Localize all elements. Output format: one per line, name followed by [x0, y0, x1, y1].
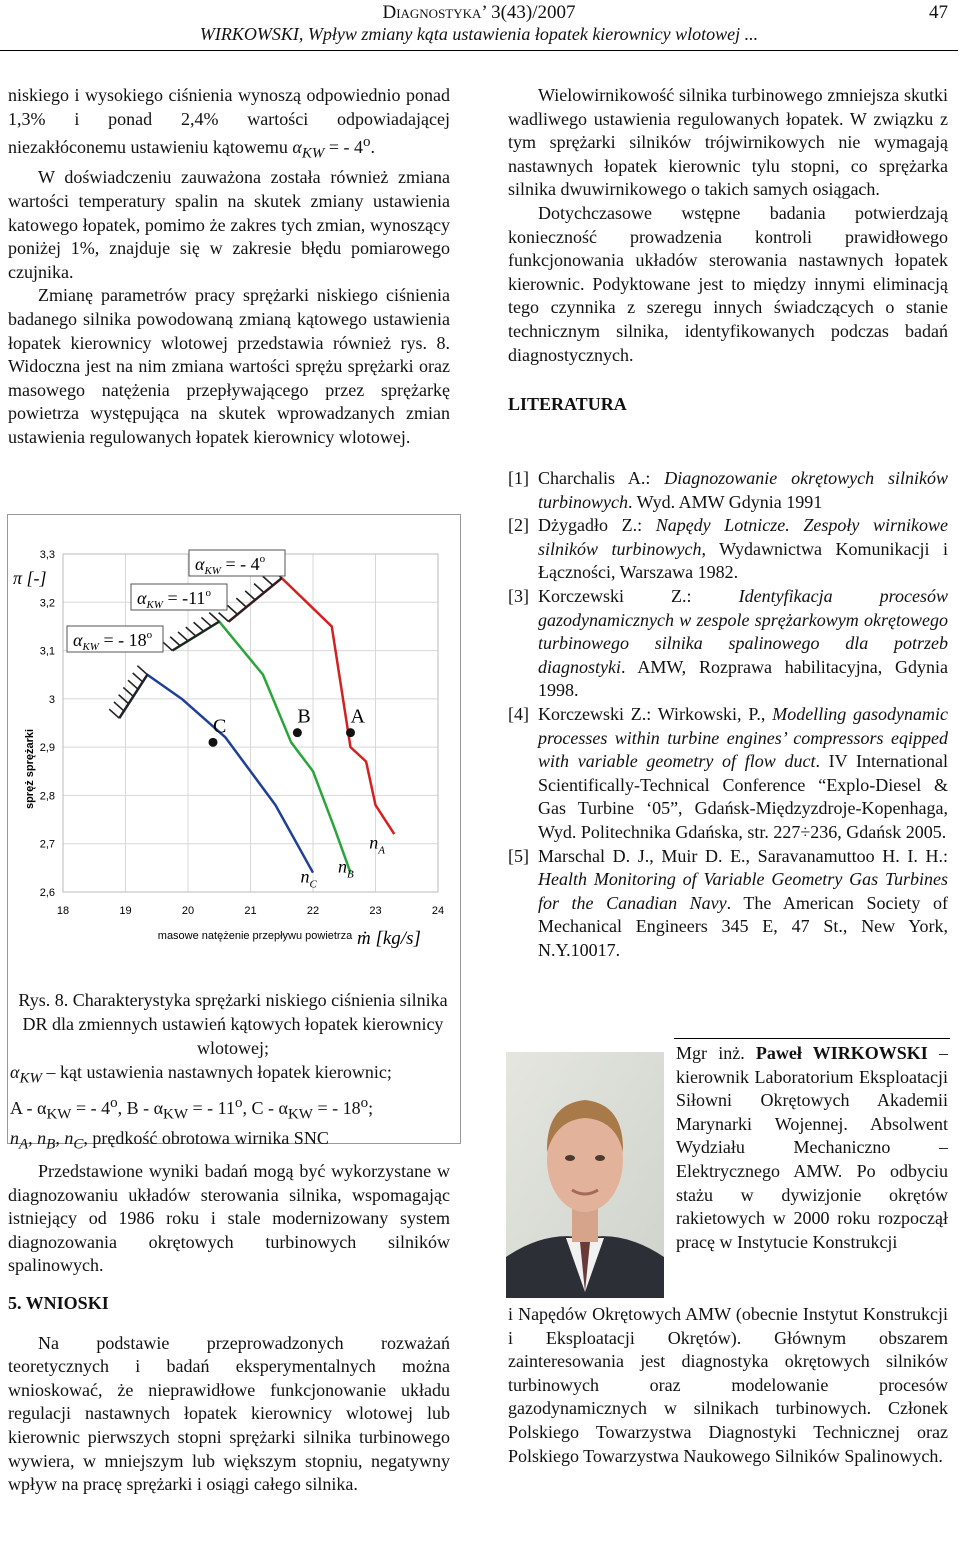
bio-paragraph [676, 1042, 948, 1254]
reference-item [508, 845, 948, 963]
reference-title: Identyfikacja procesów gazodynamicznych w zespole sprężarkowym okrętowego turbinowego silnika spalinowego dla potrzeb diagnostyki [538, 585, 949, 677]
journal-name: Diagnostyka [382, 2, 482, 23]
speed-label: $n_A$ [369, 832, 385, 857]
stall-hatch [137, 666, 147, 675]
stall-hatch [186, 627, 196, 636]
reference-item [508, 514, 948, 585]
journal-header [0, 2, 958, 24]
reference-authors: Marschal D. J., Muir D. E., Saravanamuttoo H. I. H.: [538, 845, 948, 866]
stall-hatch [219, 613, 229, 622]
series-line [119, 675, 313, 873]
y-tick-label: 3,1 [39, 645, 55, 658]
speed-label: $n_B$ [338, 856, 354, 881]
operating-point [346, 728, 355, 737]
subscript: C [73, 1136, 84, 1153]
stall-hatch [162, 642, 172, 651]
paragraph: Przedstawione wyniki badań mogą być wykorzystane w diagnozowaniu układów sterowania silnika, wspomagając istniejący od 1986 roku i stale modernizowany system diagnozowania okrętowych turbinowych silników spalinowych. [8, 1161, 450, 1276]
stall-hatch [209, 613, 219, 622]
operating-point [209, 738, 218, 747]
symbol: n [10, 1128, 19, 1149]
caption-text: = - 11 [188, 1097, 236, 1118]
speed-label: $n_C$ [300, 866, 317, 891]
subscript: A [19, 1136, 29, 1153]
angle-label: $\alpha_{KW}$ = - 4$^o$ [195, 553, 266, 577]
stall-hatch [109, 709, 119, 718]
reference-item [508, 467, 948, 514]
stall-hatch [170, 637, 180, 646]
y-tick-label: 3,2 [39, 597, 55, 610]
x-tick-label: 21 [244, 905, 257, 917]
reference-authors: Dżygadło Z.: [538, 515, 656, 536]
caption-text: , B - α [117, 1097, 164, 1118]
caption-text: = - 18 [312, 1097, 361, 1118]
subscript: KW [287, 1106, 313, 1123]
reference-number: [3] [508, 585, 529, 606]
reference-text [538, 703, 948, 845]
references-list [508, 467, 948, 962]
caption-text: , prędkość obrotowa wirnika SNC [83, 1128, 329, 1149]
y-tick-label: 2,8 [39, 790, 55, 803]
header-rule [0, 50, 958, 51]
reference-details: , Wydawnictwa Komunikacji i Łączności, Warszawa 1982. [538, 538, 948, 583]
caption-text: ; [368, 1097, 374, 1118]
reference-number: [1] [508, 468, 529, 488]
page-number: 47 [929, 2, 948, 23]
reference-details: . Wyd. AMW Gdynia 1991 [628, 491, 823, 512]
degree: o [360, 1094, 369, 1111]
paragraph-text: niskiego i wysokiego ciśnienia wynoszą odpowiednio ponad 1,3% i ponad 2,4% wartości odpowiadającej niezakłóconemu ustawieniu kątowemu [8, 85, 450, 158]
subscript: KW [163, 1106, 189, 1123]
subscript: KW [301, 145, 325, 162]
stall-hatch [227, 605, 237, 614]
author-bio-side [676, 1042, 948, 1254]
operating-point-label: C [213, 715, 227, 738]
y-tick-label: 2,7 [39, 838, 55, 851]
author-bio-bottom [508, 1303, 948, 1468]
symbol: , n [55, 1128, 74, 1149]
paragraph: W doświadczeniu zauważona została również zmiana wartości temperatury spalin na skutek zmiany ustawienia katowego łopatek, pomimo że zakres tych zmian, wynoszący poniżej 1%, znajduje się w zakresie błędu pomiarowego czujnika. [8, 167, 450, 282]
stall-line [119, 675, 147, 718]
x-tick-label: 24 [431, 905, 445, 917]
stall-hatch [194, 622, 204, 631]
symbol: , n [28, 1128, 47, 1149]
alpha-symbol: α [10, 1062, 20, 1082]
stall-hatch [201, 617, 211, 626]
paragraph-text: . [370, 137, 376, 158]
subscript: B [46, 1136, 56, 1153]
reference-title: Napędy Lotnicze. Zespoły wirnikowe silników turbinowych [538, 515, 948, 559]
compressor-characteristic-chart [7, 514, 459, 984]
caption-line [10, 1091, 456, 1127]
reference-details: . The American Society of Mechanical Engineers 345 E, 47 St., New York, N.Y.10017. [538, 892, 948, 960]
subscript: KW [46, 1106, 72, 1123]
reference-title: Health Monitoring of Variable Geometry Gas Turbines for the Canadian Navy [538, 869, 948, 913]
paragraph: Na podstawie przeprowadzonych rozważań teoretycznych i badań eksperymentalnych można wnioskować, że nieprawidłowe funkcjonowanie układu regulacji nastawnych łopatek kierownicy wlotowej lub kierownic pierwszych stopni sprężarki silnika turbinowego wywiera, w mniejszym lub większym stopniu, negatywny wpływ na pracę sprężarki i osiągi całego silnika. [8, 1332, 450, 1495]
caption-text: – kąt ustawienia nastawnych łopatek kierownic; [41, 1062, 392, 1082]
reference-authors: Korczewski Z.: Wirkowski, P., [538, 703, 773, 724]
x-axis-label: masowe natężenie przepływu powietrza [157, 930, 353, 942]
reference-number: [4] [508, 703, 529, 724]
section-heading: LITERATURA [508, 394, 627, 415]
x-axis-unit: ṁ [kg/s] [357, 928, 421, 949]
reference-title: Diagnozowanie okrętowych silników turbinowych [538, 468, 948, 512]
reference-details: . IV International Scientifically-Technical Conference “Explo-Diesel & Gas Turbine ‘05”, Gdańsk-Międzyzdroje-Kopenhaga, Wyd. Politechnika Gdańska, str. 227÷236, Gdańsk 2005. [538, 751, 948, 842]
reference-number: [2] [508, 515, 529, 536]
reference-authors: Korczewski Z.: [538, 585, 739, 606]
reference-text [538, 585, 948, 703]
bio-paragraph: i Napędów Okrętowych AMW (obecnie Instytut Konstrukcji i Eksploatacji Okrętów). Głównym obszarem zainteresowania jest diagnostyka okrętowych silników turbinowych oraz modelowanie procesów gazodynamicznych w silnikach turbinowych. Członek Polskiego Towarzystwa Diagnostyki Technicznej oraz Polskiego Towarzystwa Naukowego Silników Spalinowych. [508, 1304, 948, 1466]
operating-point-label: A [350, 705, 365, 728]
y-tick-label: 3,3 [39, 549, 55, 561]
reference-authors: Charchalis A.: [538, 468, 665, 488]
caption-text: , C - α [242, 1097, 288, 1118]
y-tick-label: 2,9 [39, 742, 55, 755]
paragraph: Wielowirnikowość silnika turbinowego zmniejsza skutki wadliwego ustawienia regulowanych łopatek. W związku z tym sprężarki silników trójwirnikowych nie wymagają nastawnych łopatek kierownic tylu stopni, co sprężarka silnika dwuwirnikowego o takich samych osiągach. [508, 85, 948, 200]
caption-text: = - 4 [71, 1097, 111, 1118]
x-tick-label: 22 [306, 905, 320, 917]
journal-issue: ’ 3(43)/2007 [481, 2, 576, 23]
alpha-symbol: α [292, 137, 302, 158]
reference-details: . AMW, Rozprawa habilitacyjna, Gdynia 1998. [538, 656, 948, 701]
x-tick-label: 20 [181, 905, 195, 917]
operating-point [293, 728, 302, 737]
paragraph: Dotychczasowe wstępne badania potwierdzają konieczność prowadzenia kontroli prawidłowego funkcjonowania układów sterowania nastawnych łopatek kierownic. Podyktowane jest to między innymi eliminacją tego czynnika z szeregu innych świadczących o stanie technicznym silnika, identyfikowanych podczas badań diagnostycznych. [508, 202, 948, 365]
caption-text: A - α [10, 1097, 47, 1118]
x-tick-label: 19 [119, 905, 132, 917]
section-heading: 5. WNIOSKI [8, 1292, 109, 1313]
stall-hatch [263, 576, 273, 585]
paragraph: Zmianę parametrów pracy sprężarki niskiego ciśnienia badanego silnika powodowaną zmianą kątowego ustawienia łopatek kierownicy wlotowej przedstawia również rys. 8. Widoczna jest na nim zmiana wartości sprężu sprężarki oraz masowego natężenia przepływającego przez sprężarkę powietrza występująca na skutek wprowadzanych zmian ustawienia regulowanych łopatek kierownicy wlotowej. [8, 285, 450, 447]
subscript: KW [19, 1070, 42, 1087]
reference-number: [5] [508, 845, 529, 866]
left-column-bottom [8, 1160, 450, 1497]
figure-caption [10, 988, 456, 1157]
stall-hatch [114, 702, 124, 711]
caption-line [10, 1126, 456, 1157]
author-title: Mgr inż. [676, 1043, 756, 1063]
stall-hatch [128, 680, 138, 689]
stall-hatch [254, 584, 264, 593]
reference-item [508, 585, 948, 703]
reference-item [508, 703, 948, 845]
stall-hatch [123, 687, 133, 696]
stall-hatch [133, 673, 143, 682]
y-axis-label: spręż sprężarki [24, 728, 36, 810]
angle-label: $\alpha_{KW}$ = - 18$^o$ [73, 629, 153, 653]
left-column-top [8, 84, 450, 450]
author-name: Paweł WIRKOWSKI [755, 1043, 928, 1063]
caption-line [10, 1060, 456, 1091]
bio-text: – kierownik Laboratorium Eksploatacji Siłowni Okrętowych Akademii Marynarki Wojennej. Absolwent Wydziału Mechaniczno – Elektrycznego AMW. Po odbyciu stażu w dywizjonie okrętów rakietowych w 2000 roku rozpoczął pracę w Instytucie Konstrukcji [676, 1043, 948, 1252]
reference-text [538, 467, 948, 514]
y-tick-label: 3 [48, 693, 55, 706]
author-photo [506, 1052, 664, 1298]
x-tick-label: 18 [56, 905, 70, 917]
stall-hatch [178, 632, 188, 641]
right-column-top [508, 84, 948, 417]
running-title: WIRKOWSKI, Wpływ zmiany kąta ustawienia łopatek kierownicy wlotowej ... [199, 24, 759, 44]
paragraph [8, 84, 450, 166]
degree: o [235, 1094, 243, 1111]
reference-title: Modelling gasodynamic processes within turbine engines’ compressors eqipped with variable geometry of flow duct [538, 703, 948, 772]
bio-rule [674, 1038, 950, 1039]
y-axis-symbol: π [-] [13, 568, 47, 588]
reference-text [538, 845, 948, 963]
degree: o [363, 134, 371, 151]
x-tick-label: 23 [369, 905, 382, 917]
degree: o [110, 1094, 118, 1111]
y-tick-label: 2,6 [39, 887, 55, 899]
caption-line: Rys. 8. Charakterystyka sprężarki niskiego ciśnienia silnika DR dla zmiennych ustawień kątowych łopatek kierownicy wlotowej; [18, 990, 448, 1058]
operating-point-label: B [297, 705, 311, 728]
reference-text [538, 514, 948, 585]
paragraph-text: = - 4 [324, 137, 364, 158]
angle-label: $\alpha_{KW} = -11^o$ [137, 587, 211, 611]
